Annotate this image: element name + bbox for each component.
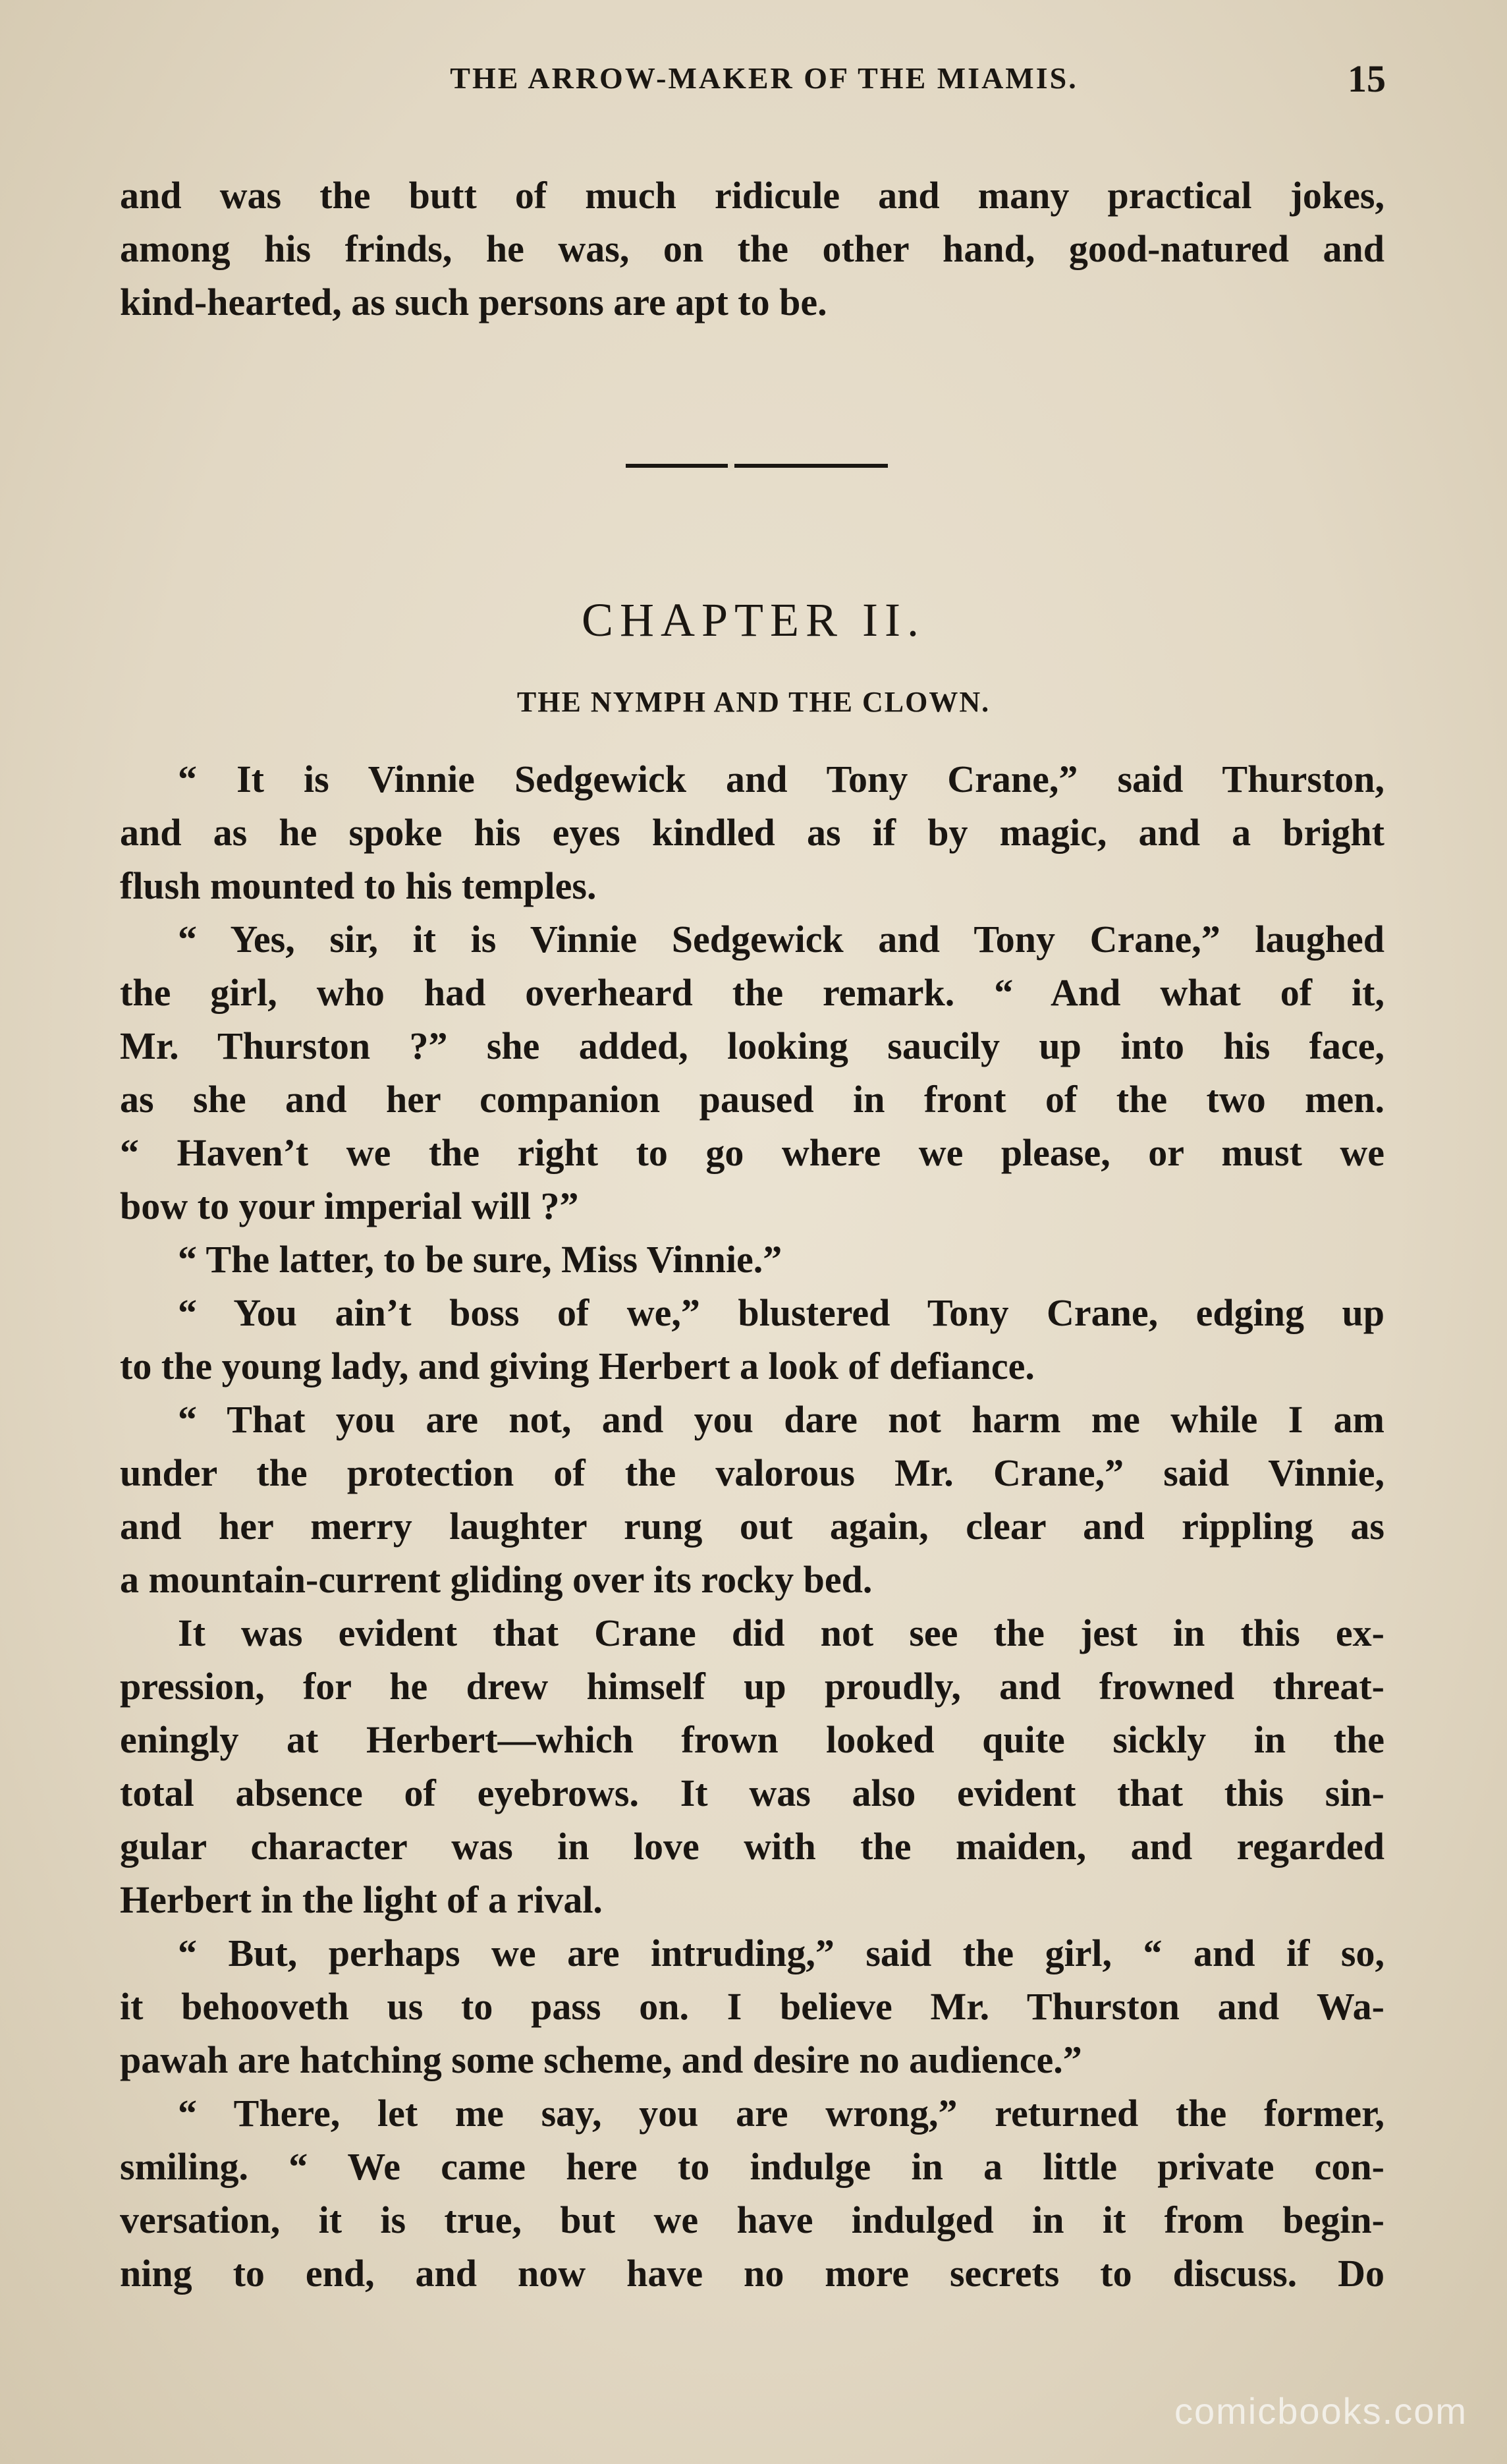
text-line: gular character was in love with the maiden, and regarded (120, 1825, 1384, 1868)
text-line: and her merry laughter rung out again, clear and rippling as (120, 1505, 1384, 1548)
text-line: ning to end, and now have no more secrets to discuss. Do (120, 2252, 1384, 2295)
text-line: pression, for he drew himself up proudly, and frowned threat- (120, 1665, 1384, 1708)
chapter-body (120, 752, 1384, 2300)
text-line: “ It is Vinnie Sedgewick and Tony Crane,” said Thurston, (178, 758, 1384, 800)
text-line: “ That you are not, and you dare not harm me while I am (178, 1398, 1384, 1441)
text-line: it behooveth us to pass on. I believe Mr. Thurston and Wa- (120, 1985, 1384, 2028)
text-line: the girl, who had overheard the remark. “ And what of it, (120, 971, 1384, 1014)
text-line: smiling. “ We came here to indulge in a little private con- (120, 2145, 1384, 2188)
text-line: total absence of eyebrows. It was also evident that this sin- (120, 1772, 1384, 1814)
section-divider-rule (626, 464, 888, 468)
text-line: It was evident that Crane did not see the jest in this ex- (178, 1611, 1384, 1654)
text-line: and as he spoke his eyes kindled as if by magic, and a bright (120, 811, 1384, 854)
text-line: to the young lady, and giving Herbert a look of defiance. (120, 1345, 1035, 1387)
text-line: “ Yes, sir, it is Vinnie Sedgewick and Tony Crane,” laughed (178, 918, 1384, 961)
text-line: Herbert in the light of a rival. (120, 1878, 603, 1921)
text-line: a mountain-current gliding over its rocky bed. (120, 1558, 873, 1601)
text-line: “ There, let me say, you are wrong,” returned the former, (178, 2092, 1384, 2135)
text-line: Mr. Thurston ?” she added, looking saucily up into his face, (120, 1024, 1384, 1067)
chapter-heading: CHAPTER II. (582, 594, 925, 646)
text-line: and was the butt of much ridicule and many practical jokes, (120, 174, 1384, 217)
continuation-paragraph (120, 169, 1384, 329)
watermark: comicbooks.com (1174, 2390, 1467, 2432)
text-line: flush mounted to his temples. (120, 864, 597, 907)
text-line: as she and her companion paused in front of the two men. (120, 1078, 1384, 1121)
text-line: “ But, perhaps we are intruding,” said the girl, “ and if so, (178, 1932, 1384, 1974)
chapter-subtitle: THE NYMPH AND THE CLOWN. (516, 686, 991, 718)
running-title: THE ARROW-MAKER OF THE MIAMIS. (450, 61, 1078, 95)
text-line: kind-hearted, as such persons are apt to be. (120, 281, 827, 323)
text-line: eningly at Herbert—which frown looked quite sickly in the (120, 1718, 1384, 1761)
text-line: “ The latter, to be sure, Miss Vinnie.” (178, 1238, 782, 1281)
text-line: versation, it is true, but we have indulged in it from begin- (120, 2198, 1384, 2241)
page-number: 15 (1348, 57, 1386, 100)
text-line: bow to your imperial will ?” (120, 1185, 579, 1227)
section-divider-gap (728, 461, 734, 470)
text-line: among his frinds, he was, on the other hand, good-natured and (120, 227, 1384, 270)
text-line: pawah are hatching some scheme, and desire no audience.” (120, 2038, 1082, 2081)
text-line: under the protection of the valorous Mr. Crane,” said Vinnie, (120, 1451, 1384, 1494)
text-line: “ Haven’t we the right to go where we please, or must we (120, 1131, 1384, 1174)
text-line: “ You ain’t boss of we,” blustered Tony Crane, edging up (178, 1291, 1384, 1334)
